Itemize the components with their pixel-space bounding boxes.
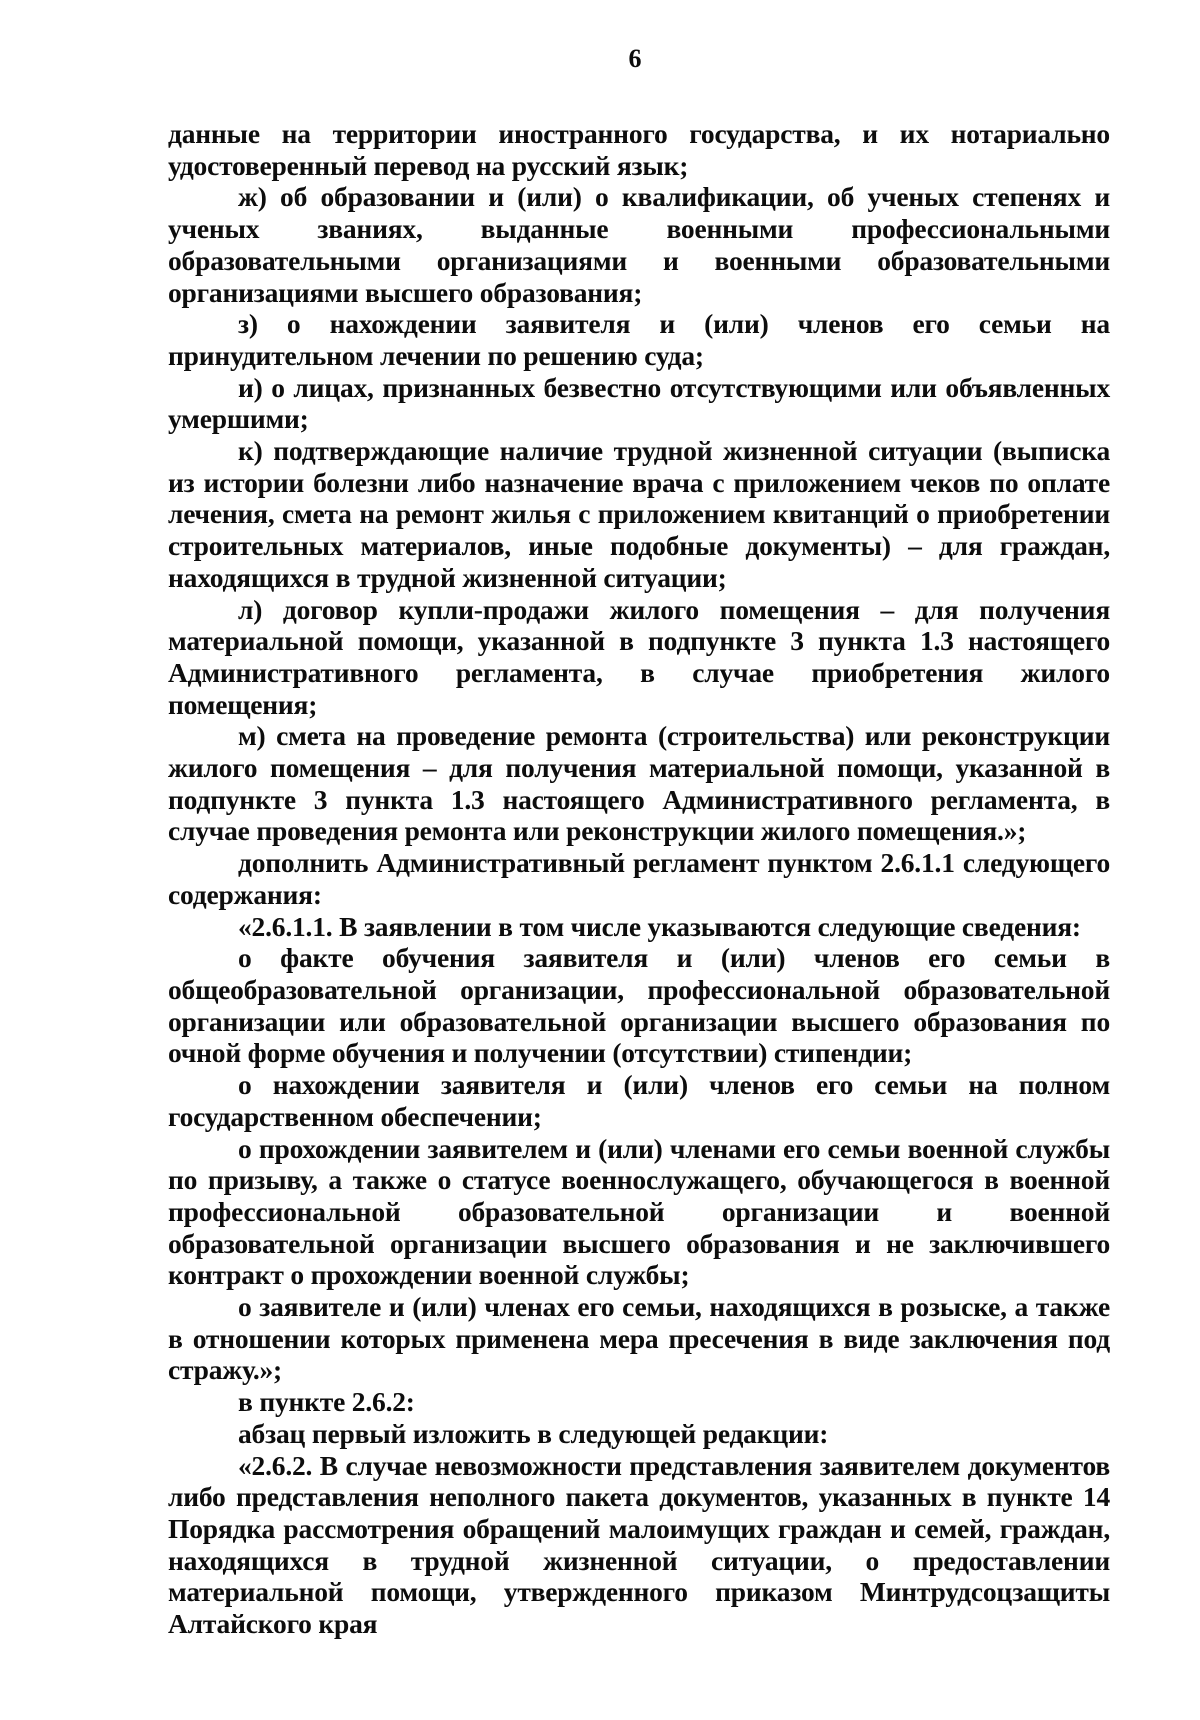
paragraph: дополнить Административный регламент пунктом 2.6.1.1 следующего содержания: — [168, 847, 1110, 910]
paragraph: ж) об образовании и (или) о квалификации, об ученых степенях и ученых званиях, выданные военными профессиональными образовательными организациями и военными образовательными организациями высшего образования; — [168, 181, 1110, 308]
document-body — [168, 118, 1110, 1640]
paragraph: к) подтверждающие наличие трудной жизненной ситуации (выписка из истории болезни либо назначение врача с приложением чеков по оплате лечения, смета на ремонт жилья с приложением квитанций о приобретении строительных материалов, иные подобные документы) – для граждан, находящихся в трудной жизненной ситуации; — [168, 435, 1110, 593]
paragraph: данные на территории иностранного государства, и их нотариально удостоверенный перевод на русский язык; — [168, 118, 1110, 181]
paragraph: л) договор купли-продажи жилого помещения – для получения материальной помощи, указанной в подпункте 3 пункта 1.3 настоящего Административного регламента, в случае приобретения жилого помещения; — [168, 593, 1110, 720]
paragraph: абзац первый изложить в следующей редакции: — [238, 1417, 829, 1449]
paragraph: и) о лицах, признанных безвестно отсутствующими или объявленных умершими; — [168, 371, 1110, 435]
paragraph: о прохождении заявителем и (или) членами его семьи военной службы по призыву, а также о статусе военнослужащего, обучающегося в военной профессиональной образовательной организации и военной образовательной организации высшего образования и не заключившего контракт о прохождении военной службы; — [168, 1132, 1110, 1291]
paragraph: з) о нахождении заявителя и (или) членов его семьи на принудительном лечении по решению суда; — [168, 308, 1110, 371]
paragraph: о заявителе и (или) членах его семьи, находящихся в розыске, а также в отношении которых применена мера пресечения в виде заключения под стражу.»; — [168, 1291, 1110, 1386]
page-number: 6 — [628, 44, 642, 73]
paragraph: «2.6.1.1. В заявлении в том числе указываются следующие сведения: — [238, 910, 1081, 942]
paragraph: «2.6.2. В случае невозможности представления заявителем документов либо представления неполного пакета документов, указанных в пункте 14 Порядка рассмотрения обращений малоимущих граждан и семей, граждан, находящихся в трудной жизненной ситуации, о предоставлении материальной помощи, утвержденного приказом Минтрудсоцзащиты Алтайского края — [168, 1449, 1110, 1640]
paragraph: о нахождении заявителя и (или) членов его семьи на полном государственном обеспечении; — [168, 1069, 1110, 1132]
paragraph: в пункте 2.6.2: — [238, 1386, 415, 1418]
paragraph: о факте обучения заявителя и (или) членов его семьи в общеобразовательной организации, профессиональной образовательной организации или образовательной организации высшего образования по очной форме обучения и получении (отсутствии) стипендии; — [168, 942, 1110, 1069]
paragraph: м) смета на проведение ремонта (строительства) или реконструкции жилого помещения – для получения материальной помощи, указанной в подпункте 3 пункта 1.3 настоящего Административного регламента, в случае проведения ремонта или реконструкции жилого помещения.»; — [168, 720, 1110, 847]
